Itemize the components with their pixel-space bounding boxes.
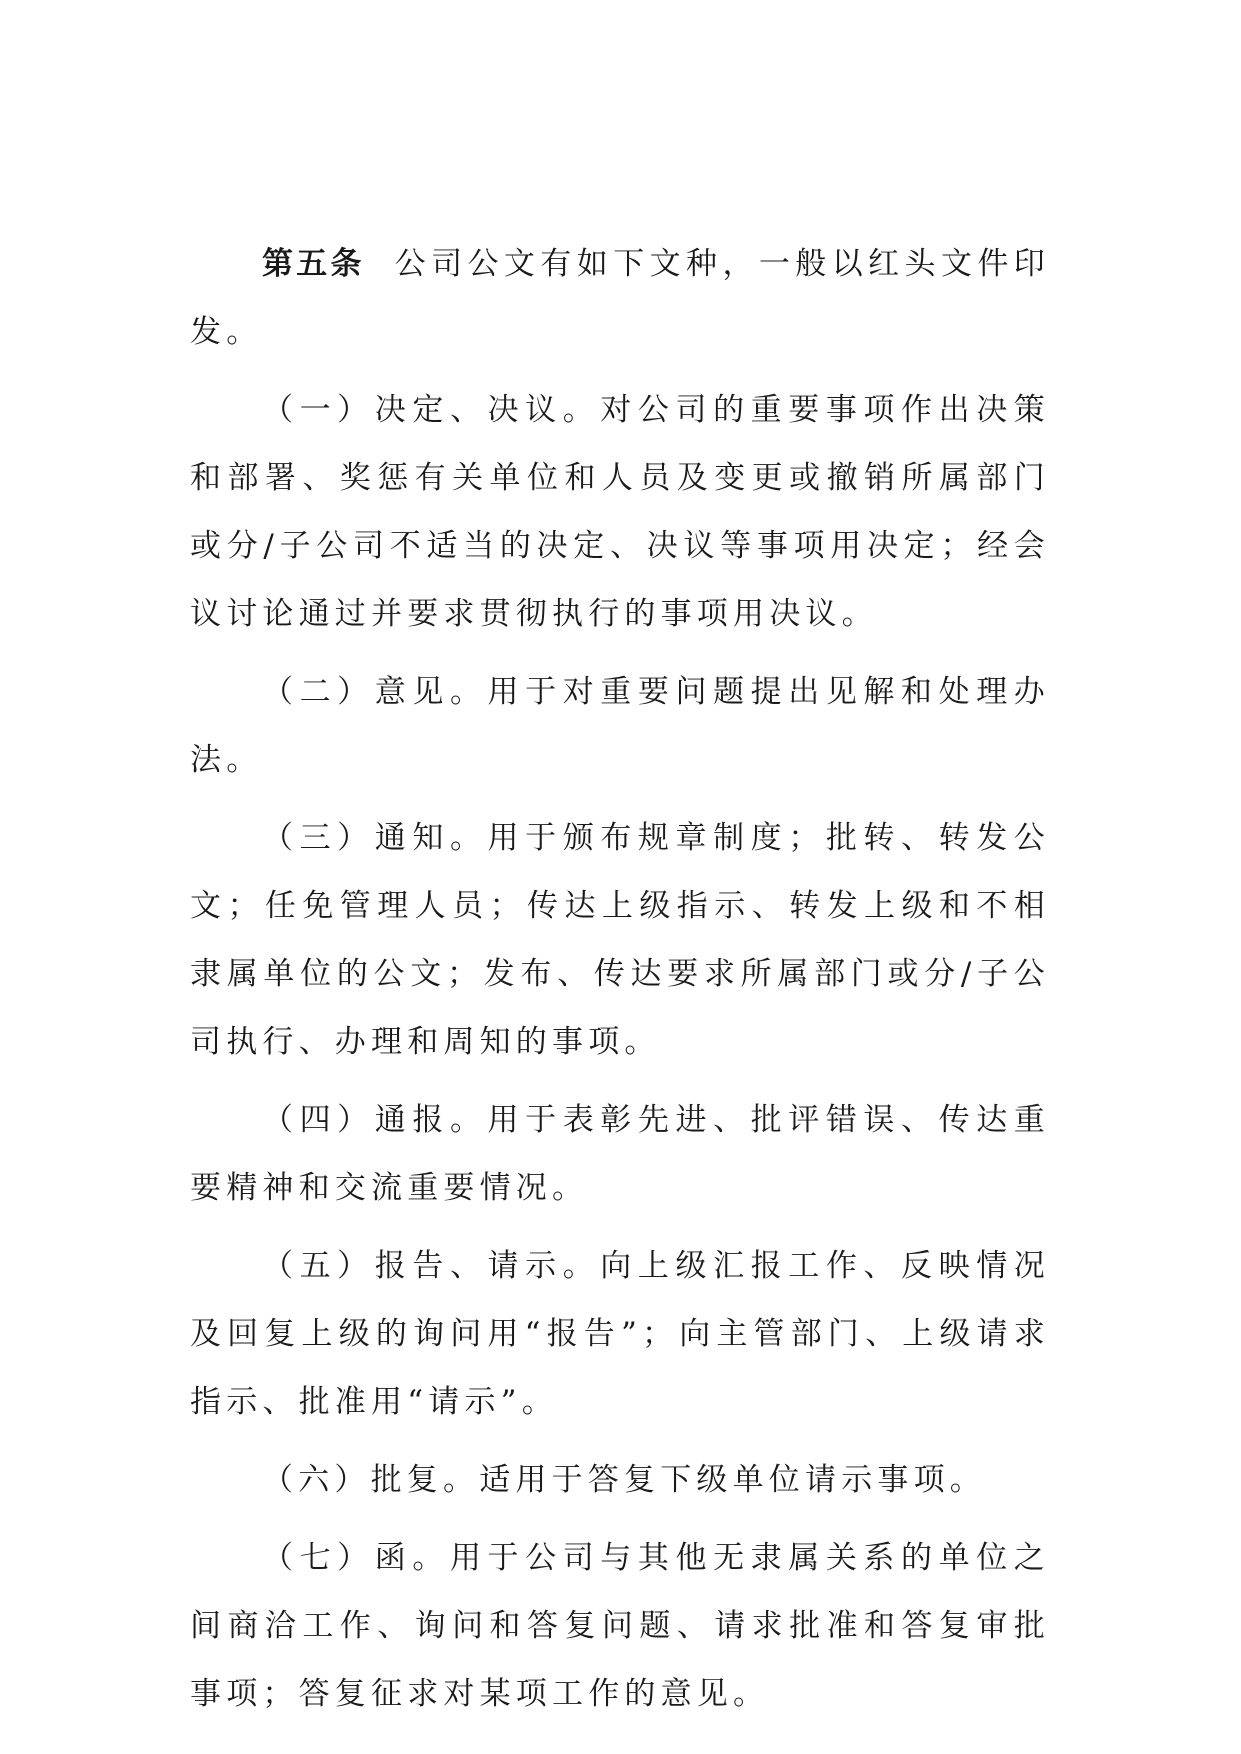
paragraph-reply: （六）批复。适用于答复下级单位请示事项。 [262, 1462, 986, 1498]
article-number: 第五条 [262, 246, 365, 282]
paragraph-report-request: （五）报告、请示。向上级汇报工作、反映情况及回复上级的询问用“报告”；向主管部门、上级请求指示、批准用“请示”。 [190, 1248, 1050, 1420]
paragraph-opinion: （二）意见。用于对重要问题提出见解和处理办法。 [190, 674, 1050, 778]
document-body [190, 230, 1050, 1738]
paragraph-decision: （一）决定、决议。对公司的重要事项作出决策和部署、奖惩有关单位和人员及变更或撤销所属部门或分/子公司不适当的决定、决议等事项用决定；经会议讨论通过并要求贯彻执行的事项用决议。 [190, 392, 1050, 632]
article-heading-paragraph [190, 230, 1050, 366]
paragraph-notice: （三）通知。用于颁布规章制度；批转、转发公文；任免管理人员；传达上级指示、转发上级和不相隶属单位的公文；发布、传达要求所属部门或分/子公司执行、办理和周知的事项。 [190, 820, 1050, 1060]
article-intro: 公司公文有如下文种，一般以红头文件印发。 [190, 246, 1051, 350]
paragraph-letter: （七）函。用于公司与其他无隶属关系的单位之间商洽工作、询问和答复问题、请求批准和答复审批事项；答复征求对某项工作的意见。 [190, 1540, 1050, 1712]
paragraph-bulletin: （四）通报。用于表彰先进、批评错误、传达重要精神和交流重要情况。 [190, 1102, 1050, 1206]
